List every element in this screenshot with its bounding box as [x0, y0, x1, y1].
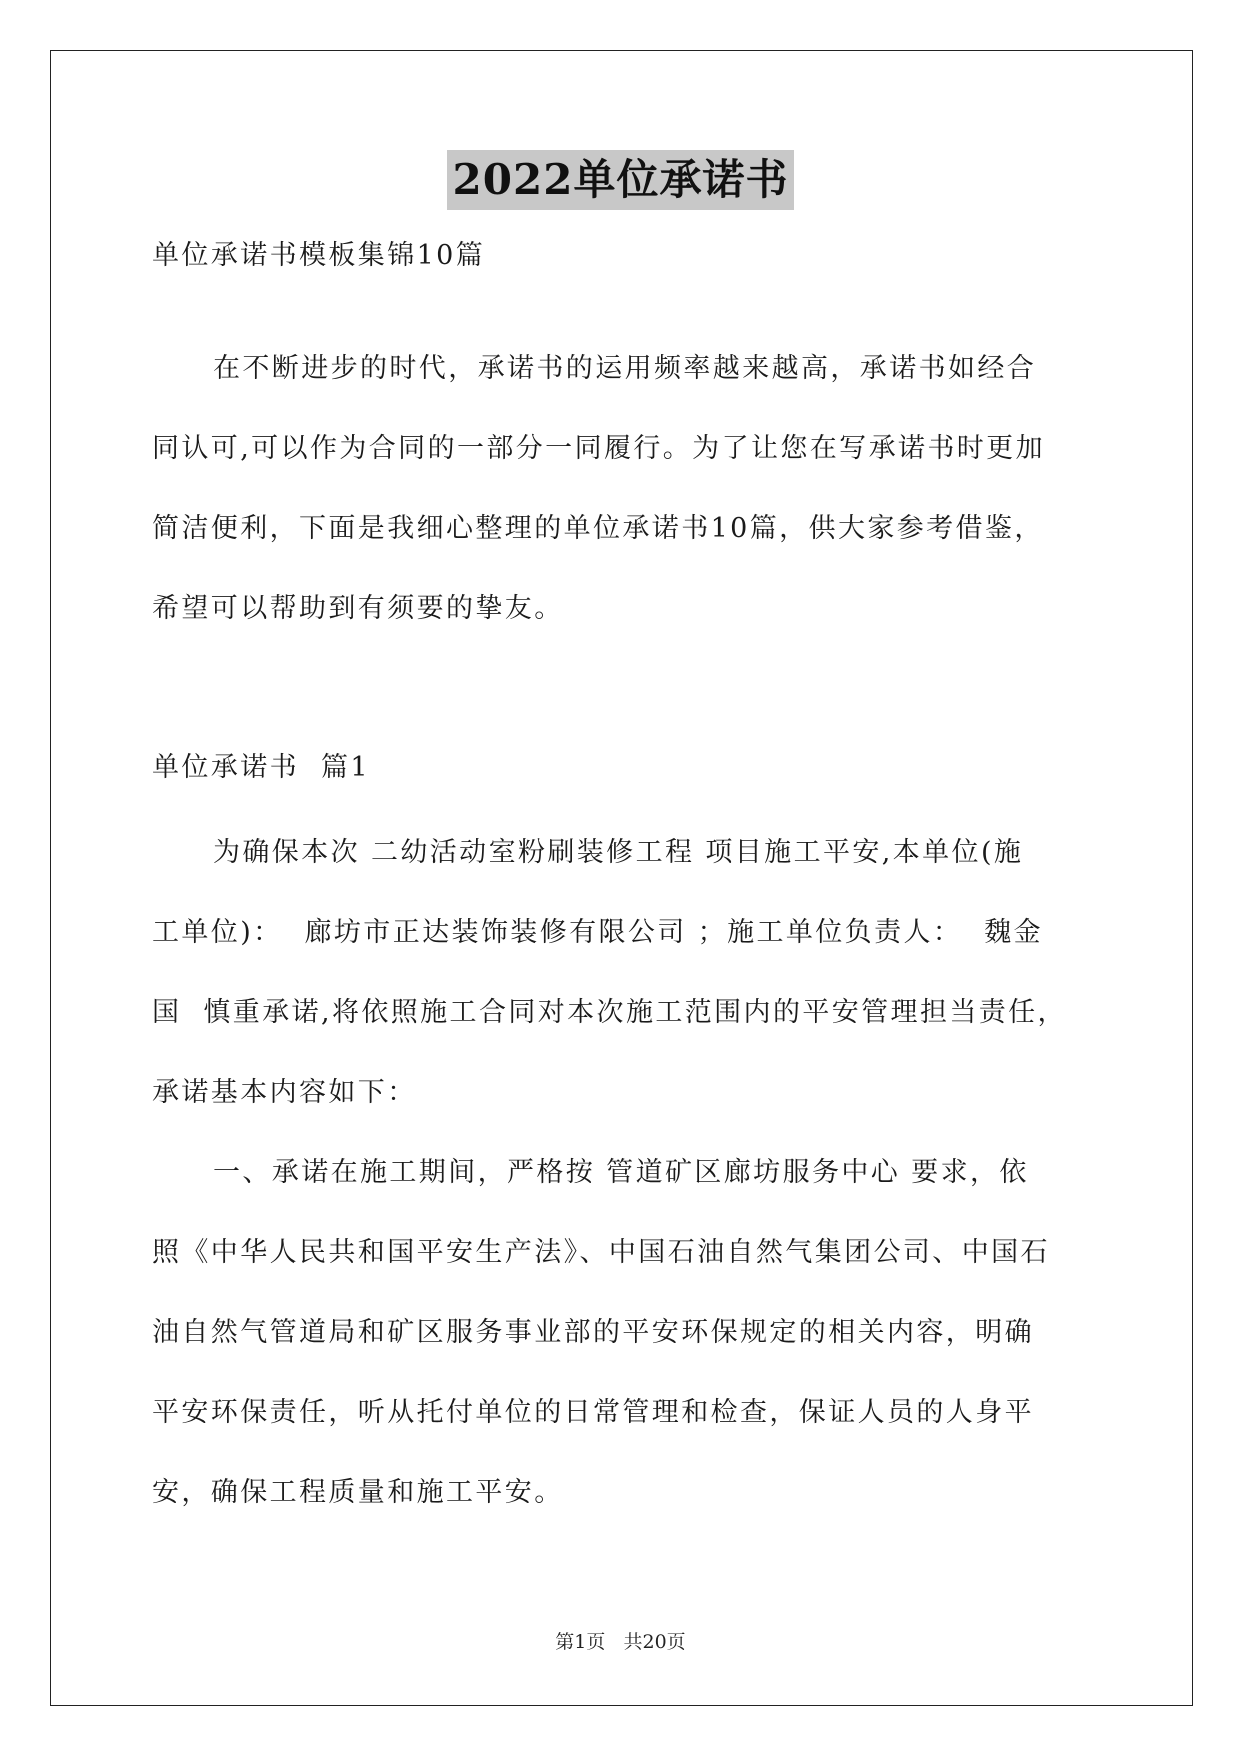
para1-line-2: 工单位)： 廊坊市正达装饰装修有限公司 ；施工单位负责人： 魏金 [152, 917, 1044, 948]
page-footer: 第1页 共20页 [555, 1631, 686, 1653]
para2-line-3: 油自然气管道局和矿区服务事业部的平安环保规定的相关内容，明确 [152, 1317, 1034, 1348]
subtitle: 单位承诺书模板集锦10篇 [152, 240, 486, 271]
intro-line-2: 同认可,可以作为合同的一部分一同履行。为了让您在写承诺书时更加 [152, 433, 1045, 464]
para2-line-2: 照《中华人民共和国平安生产法》、中国石油自然气集团公司、中国石 [152, 1237, 1050, 1268]
document-title: 2022单位承诺书 [447, 150, 795, 210]
page-border [50, 50, 1193, 1706]
intro-line-4: 希望可以帮助到有须要的挚友。 [152, 593, 564, 624]
title-wrap [0, 150, 1241, 210]
para2-line-4: 平安环保责任，听从托付单位的日常管理和检查，保证人员的人身平 [152, 1397, 1034, 1428]
para2-line-5: 安，确保工程质量和施工平安。 [152, 1477, 564, 1508]
section-heading: 单位承诺书 篇1 [152, 752, 370, 783]
intro-line-1: 在不断进步的时代，承诺书的运用频率越来越高，承诺书如经合 [213, 353, 1037, 384]
para2-line-1: 一、承诺在施工期间，严格按 管道矿区廊坊服务中心 要求，依 [213, 1157, 1029, 1188]
para1-line-3: 国 慎重承诺,将依照施工合同对本次施工范围内的平安管理担当责任， [152, 997, 1067, 1028]
para1-line-4: 承诺基本内容如下： [152, 1077, 417, 1108]
para1-line-1: 为确保本次 二幼活动室粉刷装修工程 项目施工平安,本单位(施 [213, 837, 1024, 868]
intro-line-3: 简洁便利，下面是我细心整理的单位承诺书10篇，供大家参考借鉴， [152, 513, 1044, 544]
